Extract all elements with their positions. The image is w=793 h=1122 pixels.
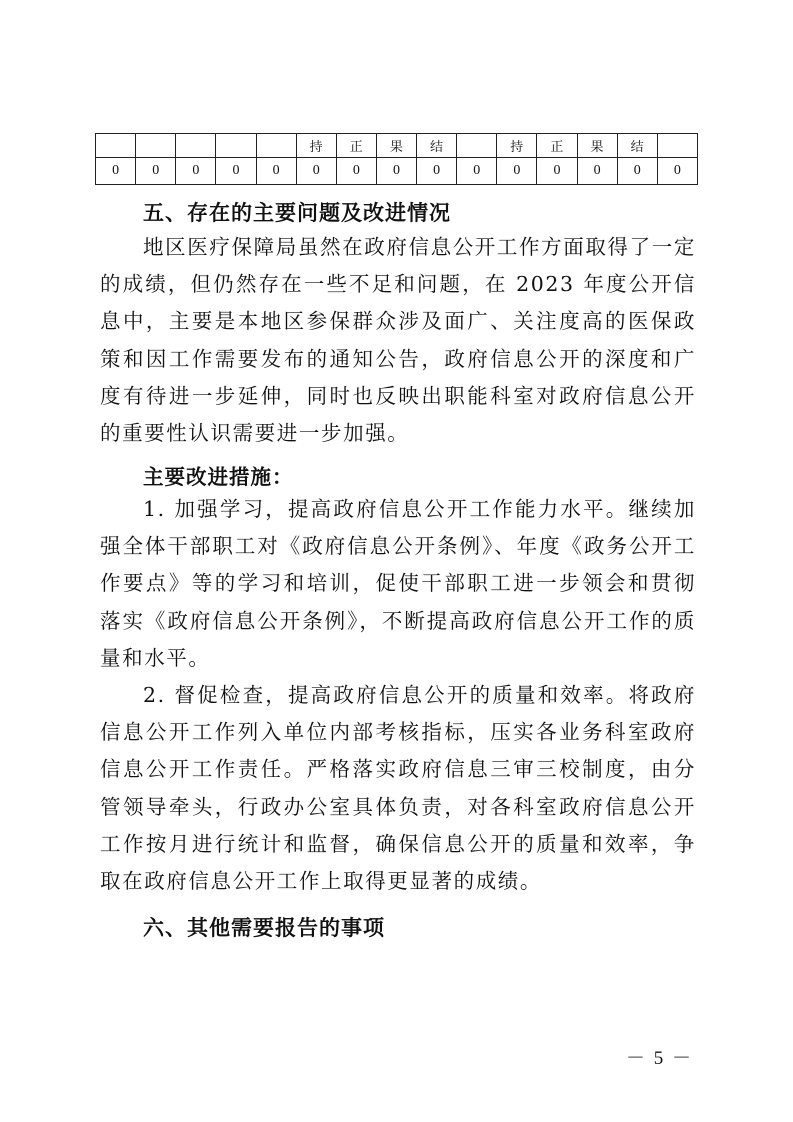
table-cell: 0 (136, 158, 176, 185)
table-cell: 正 (336, 134, 376, 158)
table-row (96, 158, 698, 185)
problems-paragraph: 地区医疗保障局虽然在政府信息公开工作方面取得了一定的成绩，但仍然存在一些不足和问题，在 2023 年度公开信息中，主要是本地区参保群众涉及面广、关注度高的医保政策和因工作需要发布的通知公告，政府信息公开的深度和广度有待进一步延伸，同时也反映出职能科室对政府信息公开的重要性认识需要进一步加强。 (100, 235, 696, 446)
table-cell: 持 (296, 134, 336, 158)
table-cell: 0 (497, 158, 537, 185)
table-cell: 0 (417, 158, 457, 185)
table-cell: 果 (376, 134, 416, 158)
table-cell (96, 134, 136, 158)
table-cell: 0 (577, 158, 617, 185)
table-cell: 0 (296, 158, 336, 185)
table-row (96, 134, 698, 158)
section-heading-other: 六、其他需要报告的事项 (143, 916, 385, 940)
table-cell (176, 134, 216, 158)
table-cell: 0 (457, 158, 497, 185)
table-cell: 0 (96, 158, 136, 185)
table-cell: 持 (497, 134, 537, 158)
table-cell: 0 (216, 158, 256, 185)
table-cell: 果 (577, 134, 617, 158)
table-cell: 0 (336, 158, 376, 185)
table-cell: 0 (176, 158, 216, 185)
section-heading-problems: 五、存在的主要问题及改进情况 (143, 201, 451, 225)
table-cell: 0 (376, 158, 416, 185)
measure-2-paragraph: 2. 督促检查，提高政府信息公开的质量和效率。将政府信息公开工作列入单位内部考核指标，压实各业务科室政府信息公开工作责任。严格落实政府信息三审三校制度，由分管领导牵头，行政办公室具体负责，对各科室政府信息公开工作按月进行统计和监督，确保信息公开的质量和效率，争取在政府信息公开工作上取得更显著的成绩。 (100, 683, 696, 894)
table-cell: 结 (617, 134, 657, 158)
table-cell (457, 134, 497, 158)
measures-label: 主要改进措施： (143, 465, 294, 489)
table-cell (216, 134, 256, 158)
table-cell: 0 (537, 158, 577, 185)
page-number: － 5 － (625, 1048, 693, 1069)
table-cell (136, 134, 176, 158)
table-cell (256, 134, 296, 158)
table-cell: 0 (617, 158, 657, 185)
table-cell: 正 (537, 134, 577, 158)
table-cell (657, 134, 697, 158)
table-cell: 0 (256, 158, 296, 185)
measure-1-paragraph: 1. 加强学习，提高政府信息公开工作能力水平。继续加强全体干部职工对《政府信息公开条例》、年度《政务公开工作要点》等的学习和培训，促使干部职工进一步领会和贯彻落实《政府信息公开条例》，不断提高政府信息公开工作的质量和水平。 (100, 497, 696, 670)
statistics-table (95, 133, 698, 185)
table-cell: 0 (657, 158, 697, 185)
table-cell: 结 (417, 134, 457, 158)
